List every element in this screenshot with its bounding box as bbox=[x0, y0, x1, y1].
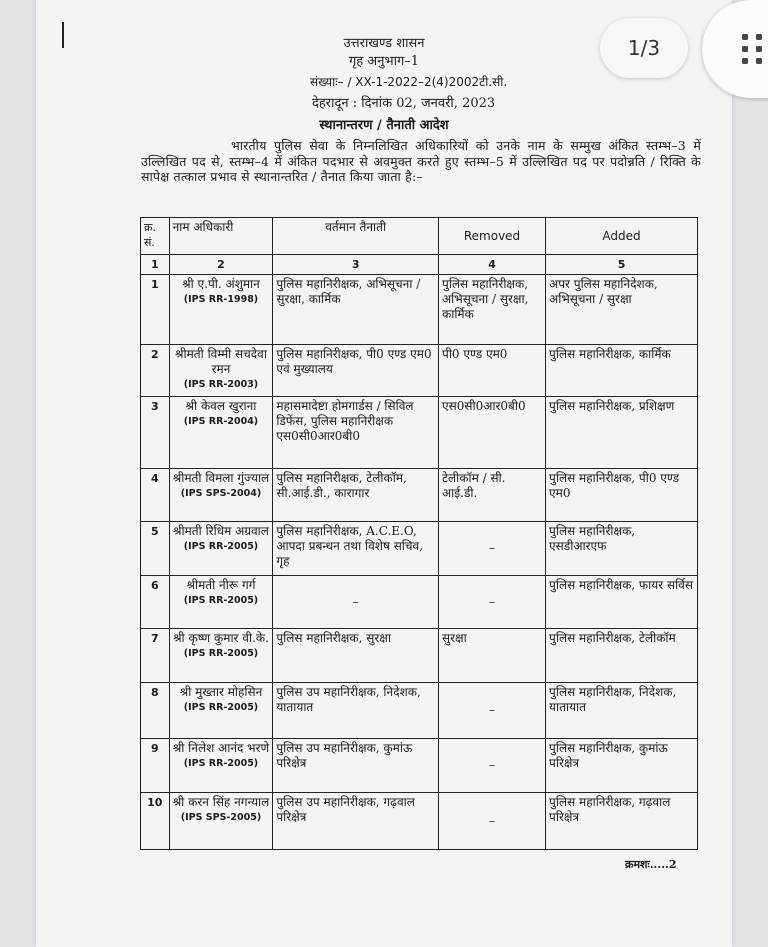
service-batch: (IPS RR-2005) bbox=[183, 541, 259, 552]
added-cell: पुलिस महानिरीक्षक, निदेशक, यातायात bbox=[546, 683, 698, 739]
service-batch: (IPS SPS-2004) bbox=[180, 488, 262, 499]
table-row bbox=[141, 469, 698, 522]
officer-name-cell bbox=[169, 793, 273, 850]
current-posting-cell: पुलिस महानिरीक्षक, टेलीकॉम, सी.आई.डी., कारागार bbox=[273, 469, 439, 522]
current-posting-cell: पुलिस उप महानिरीक्षक, गढ़वाल परिक्षेत्र bbox=[273, 793, 439, 850]
col-number: 4 bbox=[439, 255, 546, 275]
removed-cell: – bbox=[439, 683, 546, 739]
added-cell: पुलिस महानिरीक्षक, गढ़वाल परिक्षेत्र bbox=[546, 793, 698, 850]
officer-name-cell bbox=[169, 345, 273, 397]
serial-cell: 1 bbox=[141, 275, 170, 345]
col-number: 5 bbox=[546, 255, 698, 275]
dot bbox=[756, 46, 762, 52]
removed-cell: – bbox=[439, 576, 546, 629]
dot bbox=[742, 46, 748, 52]
officer-name-cell bbox=[169, 739, 273, 793]
col-number: 1 bbox=[141, 255, 170, 275]
added-cell: पुलिस महानिरीक्षक, टेलीकॉम bbox=[546, 629, 698, 683]
serial-cell: 8 bbox=[141, 683, 170, 739]
transfer-table bbox=[140, 217, 698, 850]
officer-name: श्री मुख्तार मोहसिन bbox=[179, 685, 263, 699]
header-serial: क्र. सं. bbox=[141, 218, 170, 255]
grid-dots-icon bbox=[742, 34, 766, 66]
officer-name-cell bbox=[169, 683, 273, 739]
service-batch: (IPS RR-2005) bbox=[183, 702, 259, 713]
table-row bbox=[141, 793, 698, 850]
added-cell: पुलिस महानिरीक्षक, एसडीआरएफ bbox=[546, 522, 698, 576]
officer-name-cell bbox=[169, 522, 273, 576]
serial-cell: 7 bbox=[141, 629, 170, 683]
header-removed: Removed bbox=[439, 218, 546, 255]
table-row bbox=[141, 275, 698, 345]
page-indicator[interactable]: 1/3 bbox=[600, 18, 688, 78]
col-number: 2 bbox=[169, 255, 273, 275]
removed-cell: सुरक्षा bbox=[439, 629, 546, 683]
added-cell: पुलिस महानिरीक्षक, पी0 एण्ड एम0 bbox=[546, 469, 698, 522]
removed-cell: – bbox=[439, 522, 546, 576]
serial-cell: 5 bbox=[141, 522, 170, 576]
dot bbox=[742, 58, 748, 64]
officer-name: श्री कृष्ण कुमार वी.के. bbox=[173, 631, 269, 645]
serial-cell: 6 bbox=[141, 576, 170, 629]
serial-cell: 9 bbox=[141, 739, 170, 793]
current-posting-cell: पुलिस महानिरीक्षक, अभिसूचना / सुरक्षा, कार्मिक bbox=[273, 275, 439, 345]
table-header-row bbox=[141, 218, 698, 255]
service-batch: (IPS RR-2005) bbox=[183, 648, 259, 659]
removed-cell: एस0सी0आर0बी0 bbox=[439, 397, 546, 469]
officer-name: श्रीमती विमला गुंज्याल bbox=[172, 471, 270, 485]
officer-name-cell bbox=[169, 629, 273, 683]
header-officer-name: नाम अधिकारी bbox=[169, 218, 273, 255]
added-cell: पुलिस महानिरीक्षक, प्रशिक्षण bbox=[546, 397, 698, 469]
table-row bbox=[141, 739, 698, 793]
officer-name: श्रीमती नीरू गर्ग bbox=[186, 578, 256, 592]
added-cell: पुलिस महानिरीक्षक, कुमांऊ परिक्षेत्र bbox=[546, 739, 698, 793]
col-number: 3 bbox=[273, 255, 439, 275]
added-cell: पुलिस महानिरीक्षक, कार्मिक bbox=[546, 345, 698, 397]
officer-name: श्री ए.पी. अंशुमान bbox=[182, 277, 260, 291]
serial-cell: 3 bbox=[141, 397, 170, 469]
government-heading: उत्तराखण्ड शासन bbox=[343, 36, 425, 51]
order-date: देहरादून : दिनांक 02, जनवरी, 2023 bbox=[312, 96, 496, 111]
header-current-posting: वर्तमान तैनाती bbox=[273, 218, 439, 255]
order-intro-paragraph: भारतीय पुलिस सेवा के निम्नलिखित अधिकारियों को उनके नाम के सम्मुख अंकित स्तम्भ–3 में उल्लिखित पद से, स्तम्भ–4 में अंकित पदभार से अवमुक्त करते हुए स्तम्भ–5 में उल्लिखित पद पर पदोन्नति / रिक्ति के सापेक्ष तत्काल प्रभाव से स्थानान्तरित / तैनात किया जाता है:– bbox=[141, 138, 701, 184]
service-batch: (IPS RR-2005) bbox=[183, 758, 259, 769]
serial-cell: 2 bbox=[141, 345, 170, 397]
continued-note: क्रमशः.....2 bbox=[625, 858, 677, 871]
officer-name-cell bbox=[169, 275, 273, 345]
officer-name: श्री केवल खुराना bbox=[185, 399, 257, 413]
removed-cell: – bbox=[439, 739, 546, 793]
officer-name: श्री करन सिंह नगन्याल bbox=[172, 795, 270, 809]
table-row bbox=[141, 683, 698, 739]
current-posting-cell: पुलिस महानिरीक्षक, A.C.E.O, आपदा प्रबन्धन तथा विशेष सचिव, गृह bbox=[273, 522, 439, 576]
service-batch: (IPS RR-2004) bbox=[183, 416, 259, 427]
service-batch: (IPS RR-2003) bbox=[183, 379, 259, 390]
removed-cell: पुलिस महानिरीक्षक, अभिसूचना / सुरक्षा, कार्मिक bbox=[439, 275, 546, 345]
service-batch: (IPS RR-2005) bbox=[183, 595, 259, 606]
removed-cell: – bbox=[439, 793, 546, 850]
serial-cell: 4 bbox=[141, 469, 170, 522]
current-posting-cell: पुलिस उप महानिरीक्षक, निदेशक, यातायात bbox=[273, 683, 439, 739]
column-number-row bbox=[141, 255, 698, 275]
order-title: स्थानान्तरण / तैनाती आदेश bbox=[319, 118, 449, 133]
current-posting-cell: – bbox=[273, 576, 439, 629]
order-number: संख्याः– / XX-1-2022–2(4)2002टी.सी. bbox=[310, 75, 508, 89]
table-row bbox=[141, 397, 698, 469]
service-batch: (IPS SPS-2005) bbox=[180, 812, 262, 823]
dot bbox=[742, 34, 748, 40]
current-posting-cell: पुलिस उप महानिरीक्षक, कुमांऊ परिक्षेत्र bbox=[273, 739, 439, 793]
added-cell: पुलिस महानिरीक्षक, फायर सर्विस bbox=[546, 576, 698, 629]
table-body bbox=[141, 275, 698, 850]
table-row bbox=[141, 629, 698, 683]
table-row bbox=[141, 576, 698, 629]
added-cell: अपर पुलिस महानिदेशक, अभिसूचना / सुरक्षा bbox=[546, 275, 698, 345]
removed-cell: पी0 एण्ड एम0 bbox=[439, 345, 546, 397]
dot bbox=[756, 58, 762, 64]
officer-name: श्रीमती रिधिम अग्रवाल bbox=[173, 524, 269, 538]
table-row bbox=[141, 522, 698, 576]
dot bbox=[756, 34, 762, 40]
service-batch: (IPS RR-1998) bbox=[183, 294, 259, 305]
table-row bbox=[141, 345, 698, 397]
officer-name-cell bbox=[169, 397, 273, 469]
current-posting-cell: पुलिस महानिरीक्षक, सुरक्षा bbox=[273, 629, 439, 683]
current-posting-cell: महासमादेष्टा होमगार्डस / सिविल डिफेंस, पुलिस महानिरीक्षक एस0सी0आर0बी0 bbox=[273, 397, 439, 469]
officer-name-cell bbox=[169, 576, 273, 629]
officer-name-cell bbox=[169, 469, 273, 522]
officer-name: श्रीमती विम्मी सचदेवा रमन bbox=[175, 347, 267, 376]
header-added: Added bbox=[546, 218, 698, 255]
serial-cell: 10 bbox=[141, 793, 170, 850]
officer-name: श्री निलेश आनंद भरणे bbox=[172, 741, 270, 755]
current-posting-cell: पुलिस महानिरीक्षक, पी0 एण्ड एम0 एवं मुख्यालय bbox=[273, 345, 439, 397]
section-heading: गृह अनुभाग–1 bbox=[348, 54, 420, 69]
removed-cell: टेलीकॉम / सी. आई.डी. bbox=[439, 469, 546, 522]
